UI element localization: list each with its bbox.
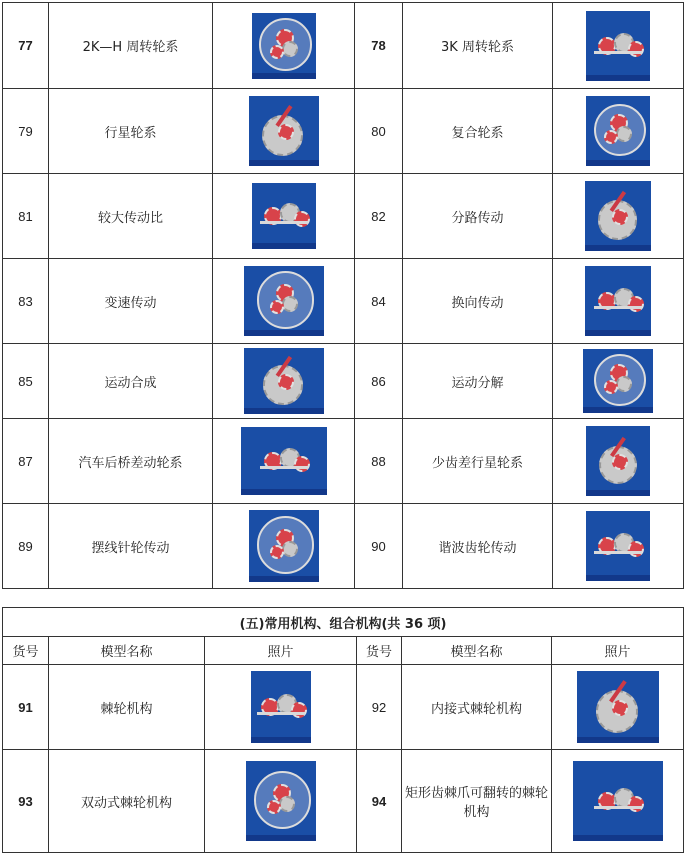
mechanism-model-photo: [573, 761, 663, 841]
column-header: 模型名称: [402, 637, 552, 665]
item-number: 85: [3, 344, 49, 419]
mechanism-model-photo: [252, 183, 316, 249]
item-number: 90: [355, 504, 403, 589]
photo-cell: [213, 344, 355, 419]
table-row: [3, 3, 684, 89]
photo-cell: [553, 419, 684, 504]
mechanism-model-photo: [251, 671, 311, 743]
item-number: 92: [357, 665, 402, 750]
model-name: 内接式棘轮机构: [402, 665, 552, 750]
column-header: 照片: [205, 637, 357, 665]
item-number: 79: [3, 89, 49, 174]
mechanism-model-photo: [252, 13, 316, 79]
photo-cell: [213, 174, 355, 259]
item-number: 89: [3, 504, 49, 589]
item-number: 77: [3, 3, 49, 89]
item-number: 86: [355, 344, 403, 419]
model-name: 较大传动比: [49, 174, 213, 259]
photo-cell: [553, 344, 684, 419]
item-number: 83: [3, 259, 49, 344]
photo-cell: [552, 750, 684, 853]
item-number: 88: [355, 419, 403, 504]
model-name: 运动合成: [49, 344, 213, 419]
section-title: (五)常用机构、组合机构(共 36 项): [3, 608, 684, 637]
mechanism-model-photo: [249, 96, 319, 166]
mechanism-model-photo: [586, 11, 650, 81]
model-name: 分路传动: [403, 174, 553, 259]
table-row: [3, 344, 684, 419]
model-name: 汽车后桥差动轮系: [49, 419, 213, 504]
model-name: 变速传动: [49, 259, 213, 344]
model-name: 复合轮系: [403, 89, 553, 174]
mechanism-model-photo: [586, 426, 650, 496]
product-table-gear-trains: [2, 2, 684, 589]
model-name: 行星轮系: [49, 89, 213, 174]
photo-cell: [213, 3, 355, 89]
mechanism-model-photo: [244, 266, 324, 336]
mechanism-model-photo: [586, 511, 650, 581]
table-row: [3, 89, 684, 174]
model-name: 矩形齿棘爪可翻转的棘轮机构: [402, 750, 552, 853]
model-name: 2K—H 周转轮系: [49, 3, 213, 89]
table-row: [3, 259, 684, 344]
photo-cell: [213, 419, 355, 504]
mechanism-model-photo: [585, 266, 651, 336]
photo-cell: [553, 504, 684, 589]
table-row: [3, 665, 684, 750]
table-row: [3, 419, 684, 504]
mechanism-model-photo: [249, 510, 319, 582]
photo-cell: [213, 259, 355, 344]
mechanism-model-photo: [246, 761, 316, 841]
item-number: 80: [355, 89, 403, 174]
model-name: 双动式棘轮机构: [49, 750, 205, 853]
model-name: 3K 周转轮系: [403, 3, 553, 89]
item-number: 91: [3, 665, 49, 750]
table-row: [3, 174, 684, 259]
table-row: [3, 504, 684, 589]
mechanism-model-photo: [577, 671, 659, 743]
column-header: 货号: [3, 637, 49, 665]
item-number: 81: [3, 174, 49, 259]
item-number: 78: [355, 3, 403, 89]
mechanism-model-photo: [583, 349, 653, 413]
photo-cell: [553, 259, 684, 344]
item-number: 84: [355, 259, 403, 344]
model-name: 少齿差行星轮系: [403, 419, 553, 504]
model-name: 棘轮机构: [49, 665, 205, 750]
column-header: 照片: [552, 637, 684, 665]
mechanism-model-photo: [241, 427, 327, 495]
item-number: 87: [3, 419, 49, 504]
model-name: 运动分解: [403, 344, 553, 419]
photo-cell: [213, 504, 355, 589]
mechanism-model-photo: [244, 348, 324, 414]
model-name: 摆线针轮传动: [49, 504, 213, 589]
item-number: 94: [357, 750, 402, 853]
photo-cell: [205, 750, 357, 853]
photo-cell: [553, 89, 684, 174]
photo-cell: [213, 89, 355, 174]
mechanism-model-photo: [585, 181, 651, 251]
photo-cell: [553, 174, 684, 259]
column-header: 货号: [357, 637, 402, 665]
photo-cell: [205, 665, 357, 750]
column-header: 模型名称: [49, 637, 205, 665]
model-name: 换向传动: [403, 259, 553, 344]
photo-cell: [552, 665, 684, 750]
mechanism-model-photo: [586, 96, 650, 166]
model-name: 谐波齿轮传动: [403, 504, 553, 589]
photo-cell: [553, 3, 684, 89]
table-row: [3, 750, 684, 853]
item-number: 93: [3, 750, 49, 853]
item-number: 82: [355, 174, 403, 259]
product-table-mechanisms: [2, 607, 684, 853]
